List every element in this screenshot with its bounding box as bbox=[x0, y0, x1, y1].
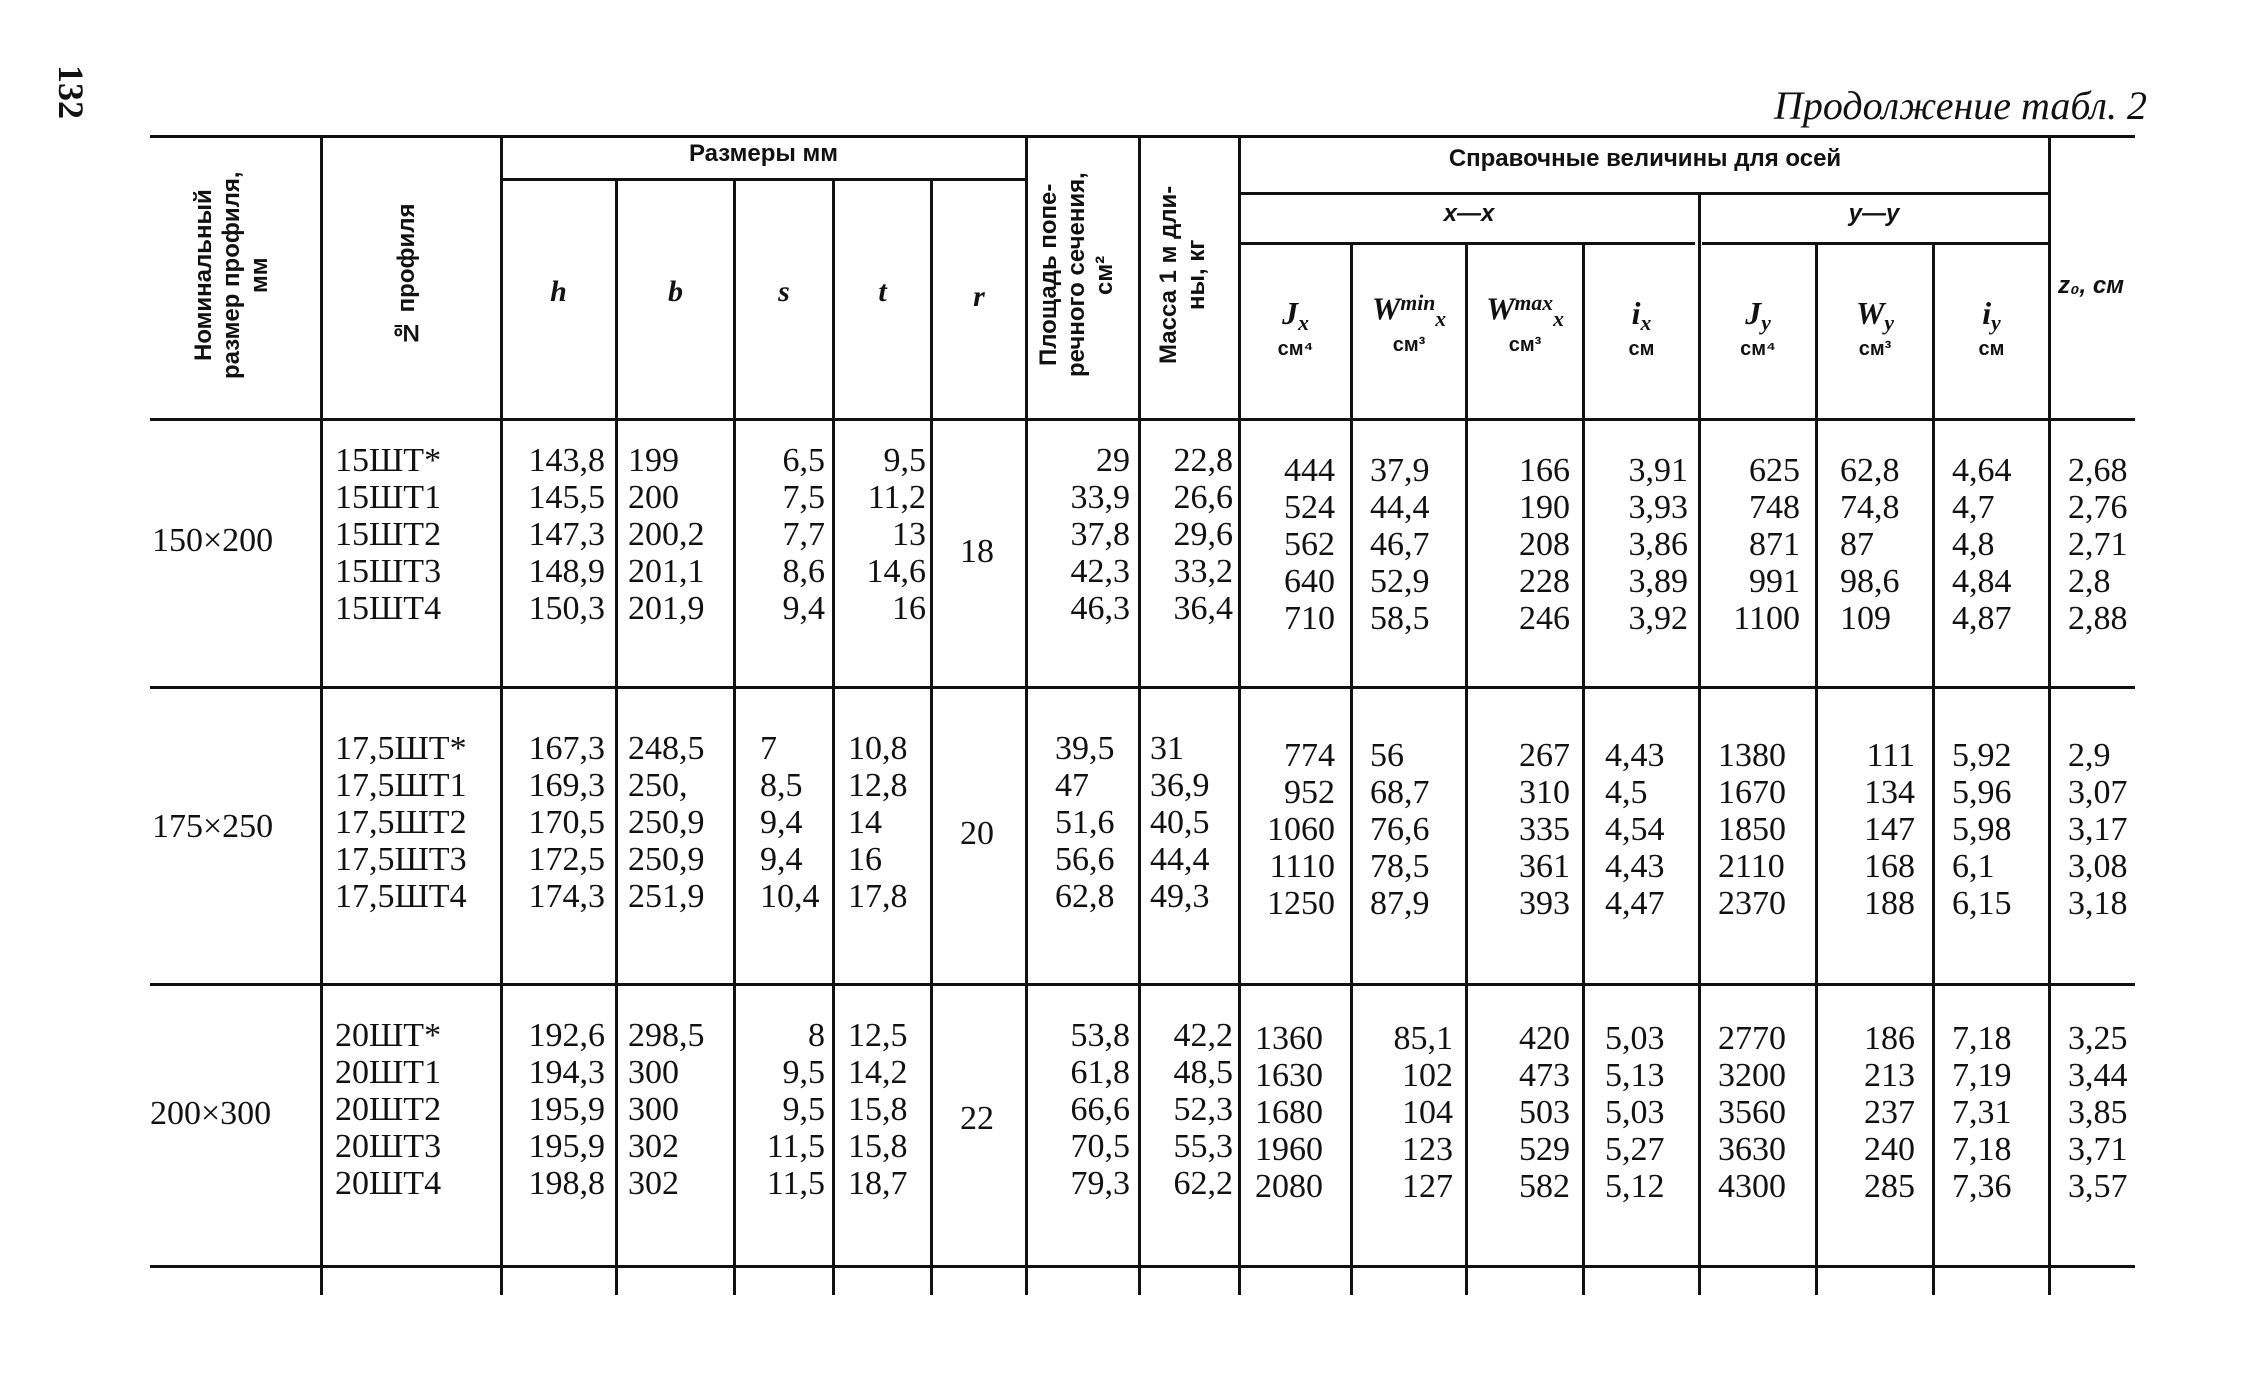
bottom-rule bbox=[150, 1265, 2135, 1268]
ix-values: 3,91 3,93 3,86 3,89 3,92 bbox=[1628, 452, 1688, 637]
profile-list: 17,5ШТ* 17,5ШТ1 17,5ШТ2 17,5ШТ3 17,5ШТ4 bbox=[335, 730, 467, 915]
t-values: 10,8 12,8 14 16 17,8 bbox=[848, 730, 908, 915]
wxmax-values: 420 473 503 529 582 bbox=[1519, 1020, 1570, 1205]
col-divider bbox=[2048, 135, 2051, 1295]
header-t: t bbox=[878, 275, 887, 308]
jx-values: 444 524 562 640 710 bbox=[1284, 452, 1335, 637]
col-divider bbox=[1465, 245, 1468, 1295]
col-divider bbox=[733, 180, 736, 1295]
header-b: b bbox=[668, 275, 683, 308]
z0-values: 3,25 3,44 3,85 3,71 3,57 bbox=[2068, 1020, 2128, 1205]
jy-values: 2770 3200 3560 3630 4300 bbox=[1718, 1020, 1786, 1205]
header-z0: z₀, см bbox=[2058, 272, 2124, 299]
header-r: r bbox=[973, 280, 985, 313]
top-rule bbox=[150, 135, 2135, 138]
col-divider bbox=[1932, 245, 1935, 1295]
wxmax-values: 267 310 335 361 393 bbox=[1519, 737, 1570, 922]
col-divider bbox=[500, 135, 503, 1295]
header-area: Площадь попе- речного сечения, см² bbox=[1035, 172, 1118, 378]
h-values: 192,6 194,3 195,9 195,9 198,8 bbox=[528, 1017, 605, 1202]
group-separator-2 bbox=[150, 983, 2135, 986]
mass-values: 22,8 26,6 29,6 33,2 36,4 bbox=[1173, 442, 1233, 627]
header-reference: Справочные величины для осей bbox=[1448, 145, 1842, 172]
h-values: 143,8 145,5 147,3 148,9 150,3 bbox=[528, 442, 605, 627]
dimensions-underline bbox=[502, 178, 1025, 181]
header-axis-xx: x—x bbox=[1443, 200, 1495, 227]
wy-values: 186 213 237 240 285 bbox=[1864, 1020, 1915, 1205]
wxmin-values: 56 68,7 76,6 78,5 87,9 bbox=[1370, 737, 1430, 922]
header-jx: $J_x$ см⁴ bbox=[1277, 295, 1314, 361]
ix-values: 4,43 4,5 4,54 4,43 4,47 bbox=[1605, 737, 1665, 922]
col-divider bbox=[832, 180, 835, 1295]
profile-list: 20ШТ* 20ШТ1 20ШТ2 20ШТ3 20ШТ4 bbox=[335, 1017, 442, 1202]
header-wxmin: $W^{min}_x$ см³ bbox=[1371, 290, 1447, 356]
reference-underline bbox=[1240, 192, 2050, 195]
page-number: 132 bbox=[51, 65, 91, 119]
b-values: 248,5 250, 250,9 250,9 251,9 bbox=[628, 730, 705, 915]
wxmax-values: 166 190 208 228 246 bbox=[1519, 452, 1570, 637]
b-values: 298,5 300 300 302 302 bbox=[628, 1017, 705, 1202]
wxmin-values: 85,1 102 104 123 127 bbox=[1393, 1020, 1453, 1205]
s-values: 6,5 7,5 7,7 8,6 9,4 bbox=[782, 442, 825, 627]
col-divider bbox=[1138, 135, 1141, 1295]
area-values: 29 33,9 37,8 42,3 46,3 bbox=[1070, 442, 1130, 627]
z0-values: 2,9 3,07 3,17 3,08 3,18 bbox=[2068, 737, 2128, 922]
col-divider bbox=[930, 180, 933, 1295]
header-axis-yy: y—y bbox=[1848, 200, 1900, 227]
header-ix: $i_x$ см bbox=[1628, 295, 1655, 361]
r-value: 18 bbox=[960, 533, 994, 570]
group-separator-1 bbox=[150, 686, 2135, 689]
table-caption: Продолжение табл. 2 bbox=[1773, 83, 2147, 128]
profile-list: 15ШТ* 15ШТ1 15ШТ2 15ШТ3 15ШТ4 bbox=[335, 442, 442, 627]
jx-values: 1360 1630 1680 1960 2080 bbox=[1255, 1020, 1323, 1205]
z0-values: 2,68 2,76 2,71 2,8 2,88 bbox=[2068, 452, 2128, 637]
t-values: 12,5 14,2 15,8 15,8 18,7 bbox=[848, 1017, 908, 1202]
header-h: h bbox=[550, 275, 567, 308]
jx-values: 774 952 1060 1110 1250 bbox=[1267, 737, 1335, 922]
col-divider bbox=[320, 135, 323, 1295]
header-mass: Масса 1 м дли- ны, кг bbox=[1155, 185, 1210, 365]
s-values: 7 8,5 9,4 9,4 10,4 bbox=[760, 730, 820, 915]
header-s: s bbox=[778, 275, 790, 308]
col-divider bbox=[615, 180, 618, 1295]
nominal-size: 200×300 bbox=[150, 1095, 272, 1132]
iy-values: 5,92 5,96 5,98 6,1 6,15 bbox=[1952, 737, 2012, 922]
wy-values: 111 134 147 168 188 bbox=[1864, 737, 1915, 922]
area-values: 53,8 61,8 66,6 70,5 79,3 bbox=[1070, 1017, 1130, 1202]
wy-values: 62,8 74,8 87 98,6 109 bbox=[1840, 452, 1900, 637]
jy-values: 1380 1670 1850 2110 2370 bbox=[1718, 737, 1786, 922]
iy-values: 4,64 4,7 4,8 4,84 4,87 bbox=[1952, 452, 2012, 637]
axis-yy-underline bbox=[1702, 242, 2050, 245]
header-wxmax: $W^{max}_x$ см³ bbox=[1486, 290, 1564, 356]
mass-values: 31 36,9 40,5 44,4 49,3 bbox=[1150, 730, 1210, 915]
r-value: 22 bbox=[960, 1100, 994, 1137]
iy-values: 7,18 7,19 7,31 7,18 7,36 bbox=[1952, 1020, 2012, 1205]
area-values: 39,5 47 51,6 56,6 62,8 bbox=[1055, 730, 1115, 915]
col-divider bbox=[1815, 245, 1818, 1295]
col-divider bbox=[1582, 245, 1585, 1295]
jy-values: 625 748 871 991 1100 bbox=[1733, 452, 1800, 637]
b-values: 199 200 200,2 201,1 201,9 bbox=[628, 442, 705, 627]
nominal-size: 150×200 bbox=[152, 522, 274, 559]
header-bottom-rule bbox=[150, 418, 2135, 421]
nominal-size: 175×250 bbox=[152, 808, 274, 845]
r-value: 20 bbox=[960, 815, 994, 852]
h-values: 167,3 169,3 170,5 172,5 174,3 bbox=[528, 730, 605, 915]
header-jy: $J_y$ см⁴ bbox=[1740, 295, 1776, 361]
header-iy: $i_y$ см bbox=[1978, 295, 2005, 361]
header-dimensions: Размеры мм bbox=[688, 140, 839, 167]
wxmin-values: 37,9 44,4 46,7 52,9 58,5 bbox=[1370, 452, 1430, 637]
header-profile-no: № профиля bbox=[393, 203, 420, 347]
ix-values: 5,03 5,13 5,03 5,27 5,12 bbox=[1605, 1020, 1665, 1205]
mass-values: 42,2 48,5 52,3 55,3 62,2 bbox=[1173, 1017, 1233, 1202]
t-values: 9,5 11,2 13 14,6 16 bbox=[866, 442, 926, 627]
header-wy: $W_y$ см³ bbox=[1855, 295, 1895, 361]
s-values: 8 9,5 9,5 11,5 11,5 bbox=[766, 1017, 825, 1202]
header-nominal-size: Номинальный размер профиля, мм bbox=[190, 171, 273, 379]
col-divider bbox=[1025, 135, 1028, 1295]
